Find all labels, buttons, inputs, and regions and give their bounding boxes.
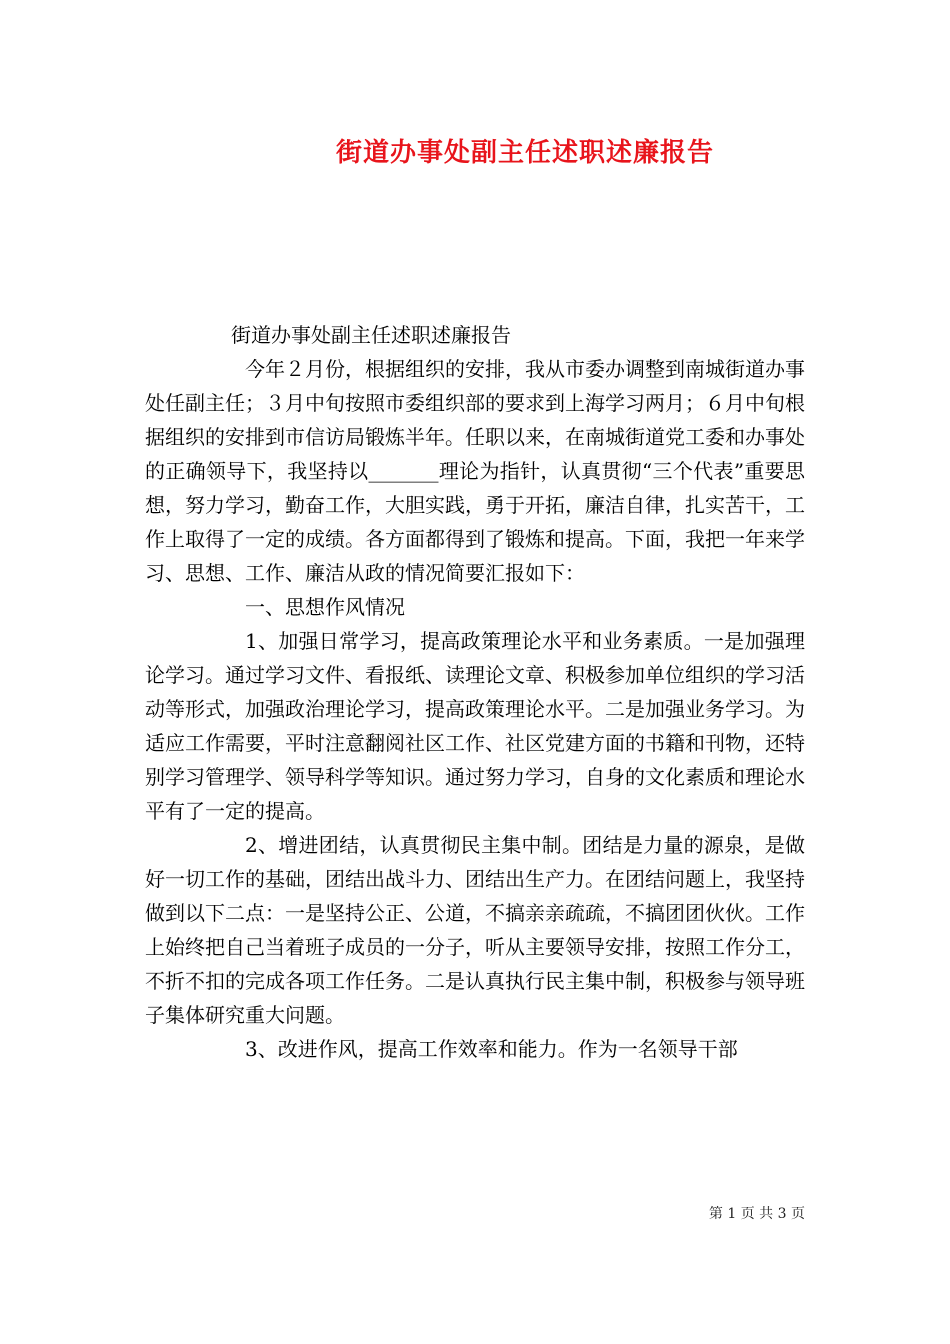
list-item bbox=[145, 624, 805, 828]
list-item-text: 1、加强日常学习，提高政策理论水平和业务素质。一是加强理论学习。通过学习文件、看报纸、读理论文章、积极参加单位组织的学习活动等形式，加强政治理论学习，提高政策理论水平。二是加强业务学习。为适应工作需要，平时注意翻阅社区工作、社区党建方面的书籍和刊物，还特别学习管理学、领导科学等知识。通过努力学习，自身的文化素质和理论水平有了一定的提高。 bbox=[145, 629, 805, 823]
intro-paragraph bbox=[145, 352, 805, 590]
inner-title: 街道办事处副主任述职述廉报告 bbox=[231, 323, 511, 347]
document-body bbox=[145, 318, 805, 1066]
list-item bbox=[145, 1032, 805, 1066]
list-item-text: 3、改进作风，提高工作效率和能力。作为一名领导干部 bbox=[245, 1037, 738, 1061]
page-footer: 第 1 页 共 3 页 bbox=[708, 1206, 805, 1222]
intro-paragraph-text: 今年２月份，根据组织的安排，我从市委办调整到南城街道办事处任副主任；３月中旬按照市委组织部的要求到上海学习两月；６月中旬根据组织的安排到市信访局锻炼半年。任职以来，在南城街道党工委和办事处的正确领导下，我坚持以_______理论为指针，认真贯彻“三个代表”重要思想，努力学习，勤奋工作，大胆实践，勇于开拓，廉洁自律，扎实苦干，工作上取得了一定的成绩。各方面都得到了锻炼和提高。下面，我把一年来学习、思想、工作、廉洁从政的情况简要汇报如下： bbox=[145, 357, 805, 585]
document-title: 街道办事处副主任述职述廉报告 bbox=[335, 138, 714, 168]
section-heading: 一、思想作风情况 bbox=[245, 595, 405, 619]
list-item bbox=[145, 828, 805, 1032]
list-item-text: 2、增进团结，认真贯彻民主集中制。团结是力量的源泉，是做好一切工作的基础，团结出战斗力、团结出生产力。在团结问题上，我坚持做到以下二点：一是坚持公正、公道，不搞亲亲疏疏，不搞团团伙伙。工作上始终把自己当着班子成员的一分子，听从主要领导安排，按照工作分工，不折不扣的完成各项工作任务。二是认真执行民主集中制，积极参与领导班子集体研究重大问题。 bbox=[145, 833, 805, 1027]
